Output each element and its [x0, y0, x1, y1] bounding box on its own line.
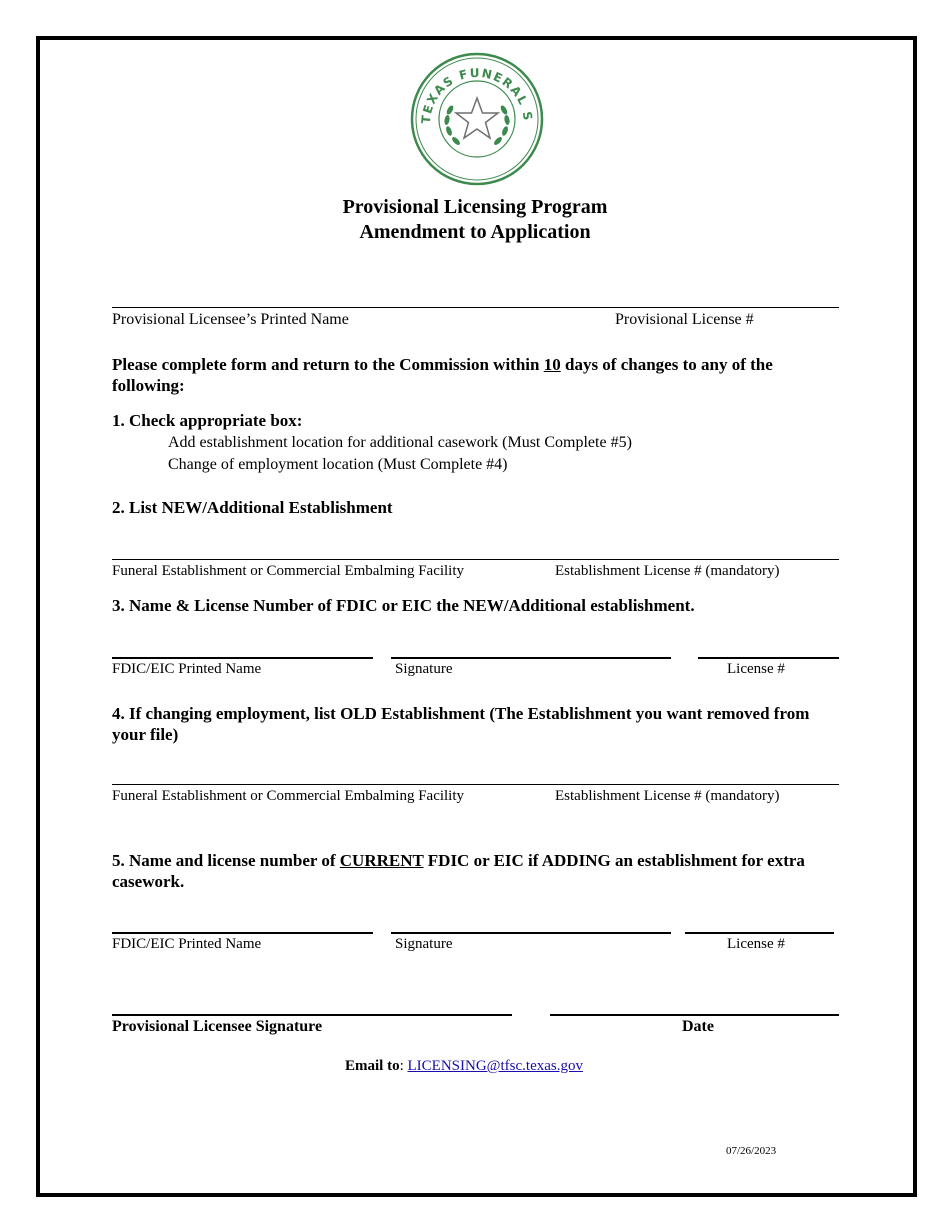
- email-link[interactable]: LICENSING@tfsc.texas.gov: [407, 1058, 583, 1074]
- email-line: Email to: LICENSING@tfsc.texas.gov: [345, 1058, 583, 1074]
- fdic-license-field[interactable]: [698, 657, 839, 659]
- current-fdic-signature-field[interactable]: [391, 932, 671, 934]
- licensee-name-field[interactable]: [112, 307, 839, 308]
- form-title-line1: Provisional Licensing Program: [342, 196, 608, 218]
- fdic-name-label: FDIC/EIC Printed Name: [112, 661, 262, 677]
- facility-label: Funeral Establishment or Commercial Embalming Facility: [112, 563, 465, 579]
- instructions: Please complete form and return to the Commission within 10 days of changes to any of the following:: [112, 355, 773, 395]
- commission-seal: [408, 52, 546, 186]
- date-field[interactable]: [550, 1014, 839, 1016]
- option-change-employment[interactable]: Change of employment location (Must Complete #4): [168, 456, 508, 473]
- current-fdic-name-label: FDIC/EIC Printed Name: [112, 936, 262, 952]
- option-add-establishment[interactable]: Add establishment location for additional casework (Must Complete #5): [168, 434, 632, 451]
- provisional-license-label: Provisional License #: [615, 311, 754, 328]
- section3-heading: 3. Name & License Number of FDIC or EIC the NEW/Additional establishment.: [112, 596, 695, 615]
- fdic-signature-label: Signature: [395, 661, 453, 677]
- section4-heading: 4. If changing employment, list OLD Establishment (The Establishment you want removed from your file): [112, 704, 810, 744]
- current-fdic-license-field[interactable]: [685, 932, 834, 934]
- section2-heading: 2. List NEW/Additional Establishment: [112, 498, 393, 517]
- fdic-name-field[interactable]: [112, 657, 373, 659]
- licensee-signature-label: Provisional Licensee Signature: [112, 1018, 323, 1035]
- section5-heading: 5. Name and license number of CURRENT FDIC or EIC if ADDING an establishment for extra casework.: [112, 851, 805, 891]
- old-establishment-field[interactable]: [112, 784, 839, 785]
- seal-text: TEXAS FUNERAL S: [418, 65, 536, 125]
- revision-date: 07/26/2023: [726, 1145, 777, 1157]
- licensee-signature-field[interactable]: [112, 1014, 512, 1016]
- days-count: 10: [543, 355, 561, 374]
- licensee-name-label: Provisional Licensee’s Printed Name: [112, 311, 349, 328]
- current-emphasis: CURRENT: [339, 851, 424, 870]
- old-establishment-license-label: Establishment License # (mandatory): [555, 788, 780, 804]
- date-label: Date: [682, 1018, 714, 1035]
- current-fdic-license-label: License #: [727, 936, 785, 952]
- fdic-signature-field[interactable]: [391, 657, 671, 659]
- seal-icon: [408, 52, 546, 186]
- form-title-line2: Amendment to Application: [359, 221, 591, 243]
- new-establishment-field[interactable]: [112, 559, 839, 560]
- old-facility-label: Funeral Establishment or Commercial Embalming Facility: [112, 788, 465, 804]
- section1-heading: 1. Check appropriate box:: [112, 411, 303, 430]
- establishment-license-label: Establishment License # (mandatory): [555, 563, 780, 579]
- current-fdic-name-field[interactable]: [112, 932, 373, 934]
- fdic-license-label: License #: [727, 661, 785, 677]
- current-fdic-signature-label: Signature: [395, 936, 453, 952]
